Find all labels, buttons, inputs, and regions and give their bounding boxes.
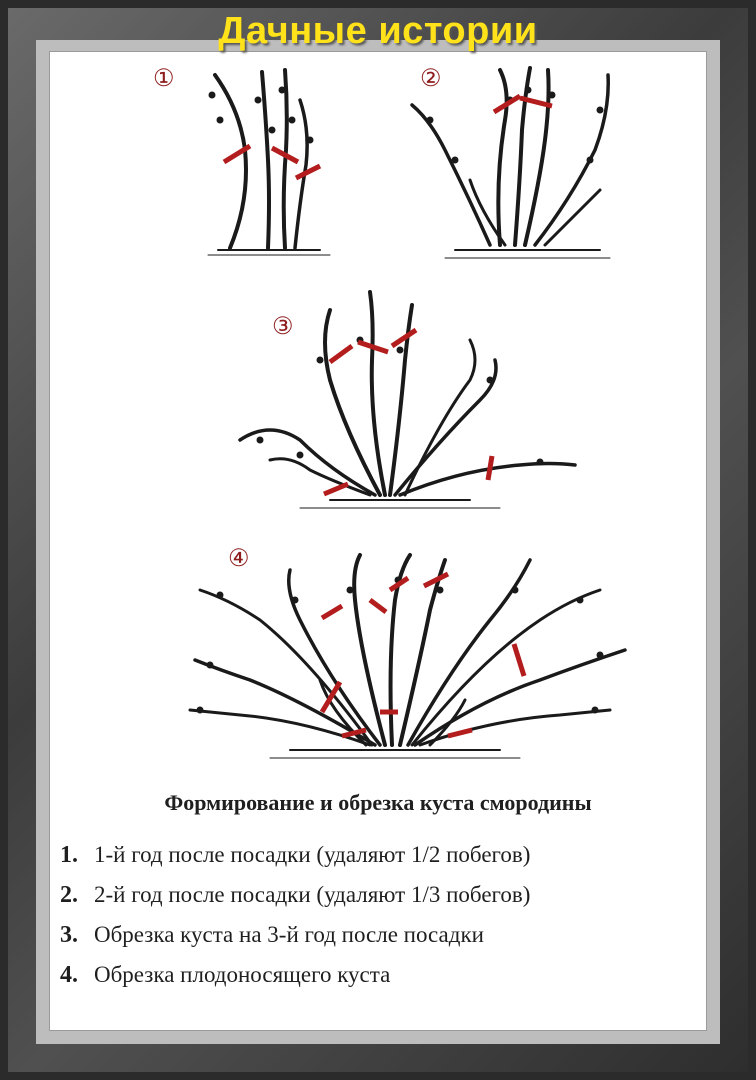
legend-item-text: 2-й год после посадки (удаляют 1/3 побегов) [94,882,531,907]
legend-item-1 [60,842,530,882]
legend-item-number: 2. [60,882,78,908]
legend-item-text: Обрезка куста на 3-й год после посадки [94,922,484,947]
step-4-badge: ④ [228,546,250,572]
step-1-badge: ① [153,66,175,92]
legend-item-2 [60,882,530,922]
step-3-badge: ③ [272,314,294,340]
legend-item-4 [60,962,530,1002]
legend-item-number: 4. [60,962,78,988]
step-2-badge: ② [420,66,442,92]
legend-item-number: 3. [60,922,78,948]
legend-item-number: 1. [60,842,78,868]
legend-item-text: 1-й год после посадки (удаляют 1/2 побегов) [94,842,531,867]
legend-item-3 [60,922,530,962]
bush-step-4 [190,555,625,758]
legend-item-text: Обрезка плодоносящего куста [94,962,391,987]
caption-title: Формирование и обрезка куста смородины [164,790,592,815]
legend-list [60,842,530,1002]
bush-step-2 [412,68,610,258]
banner-title: Дачные истории [218,10,538,52]
